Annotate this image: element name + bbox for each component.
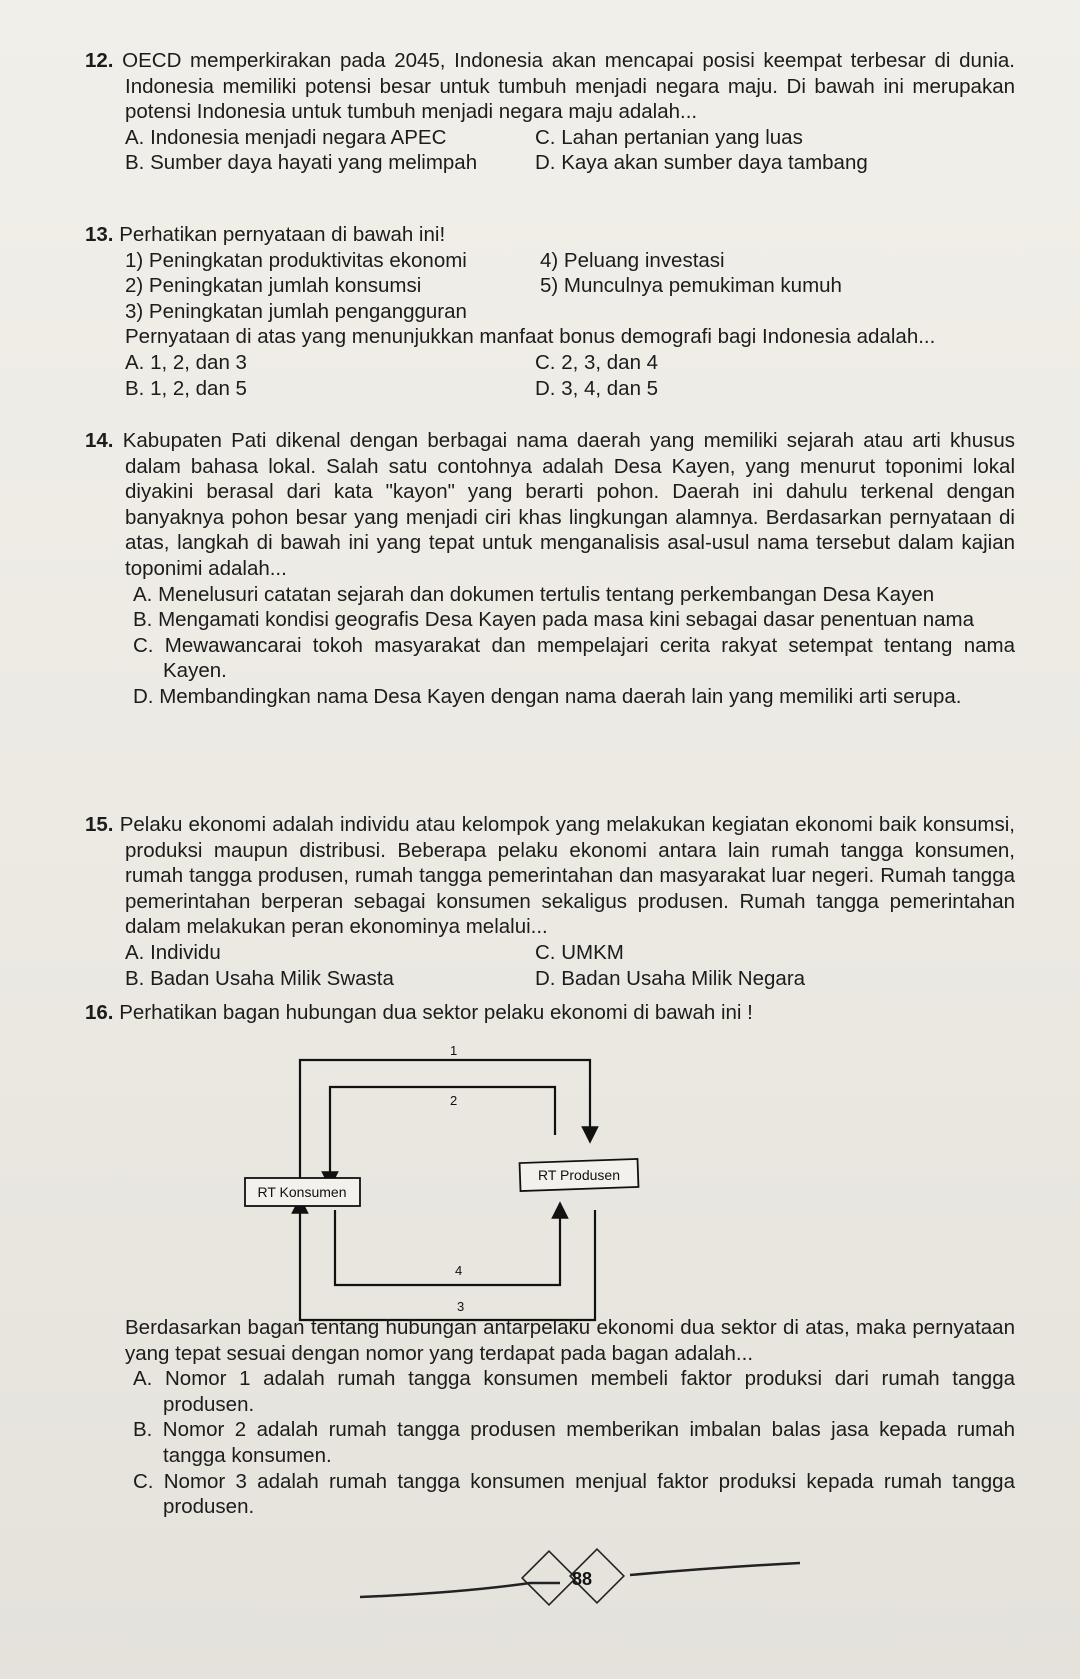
option-b: B. Mengamati kondisi geografis Desa Kayen pada masa kini sebagai dasar penentuan nama [133,608,975,632]
statement-1: 1) Peningkatan produktivitas ekonomi [125,248,467,272]
question-14 [85,428,1015,710]
question-prompt: Berdasarkan bagan tentang hubungan antarpelaku ekonomi dua sektor di atas, maka pernyataan yang tepat sesuai dengan nomor yang terdapat pada bagan adalah... [125,1316,1015,1365]
question-stem: Kabupaten Pati dikenal dengan berbagai nama daerah yang memiliki sejarah atau arti khusus dalam bahasa lokal. Salah satu contohnya adalah Desa Kayen, yang menurut toponimi lokal diyakini berasal dari kata "kayon" yang berarti pohon. Daerah ini dahulu terkenal dengan banyaknya pohon besar yang menjadi ciri khas lingkungan alamnya. Berdasarkan pernyataan di atas, langkah di bawah ini yang tepat untuk menganalisis asal-usul nama tersebut dalam kajian toponimi adalah... [122,429,1015,580]
statement-empty [540,299,1015,325]
question-16-continued [85,1315,1015,1520]
option-c: C. Mewawancarai tokoh masyarakat dan mempelajari cerita rakyat setempat tentang nama Kayen. [133,633,1015,683]
options-grid [85,940,1015,991]
option-a: A. 1, 2, dan 3 [125,350,247,374]
question-prompt: Pernyataan di atas yang menunjukkan manfaat bonus demografi bagi Indonesia adalah... [125,325,936,349]
question-13 [85,222,1015,401]
question-stem: Pelaku ekonomi adalah individu atau kelompok yang melakukan kegiatan ekonomi baik konsumsi, produksi maupun distribusi. Beberapa pelaku ekonomi antara lain rumah tangga konsumen, rumah tangga produsen, rumah tangga pemerintahan dan masyarakat luar negeri. Rumah tangga pemerintahan berperan sebagai konsumen sekaligus produsen. Rumah tangga pemerintahan dalam melakukan peran ekonominya melalui... [119,813,1015,939]
option-c: C. UMKM [535,940,624,964]
option-a: A. Nomor 1 adalah rumah tangga konsumen membeli faktor produksi dari rumah tangga produsen. [133,1367,1015,1416]
option-a: A. Menelusuri catatan sejarah dan dokumen tertulis tentang perkembangan Desa Kayen [133,582,935,606]
option-d: D. 3, 4, dan 5 [535,376,659,400]
question-16 [85,1000,1015,1026]
option-c: C. 2, 3, dan 4 [535,350,659,374]
options-grid [85,350,1015,401]
statement-list [85,248,1015,325]
question-stem: OECD memperkirakan pada 2045, Indonesia akan mencapai posisi keempat terbesar di dunia. Indonesia memiliki potensi besar untuk tumbuh menjadi negara maju. Di bawah ini merupakan potensi Indonesia untuk tumbuh menjadi negara maju adalah... [122,49,1015,124]
question-stem: Perhatikan bagan hubungan dua sektor pelaku ekonomi di bawah ini ! [119,1001,753,1024]
flow-label-1: 1 [450,1043,458,1058]
option-a: A. Individu [125,940,221,964]
footer-ornament [360,1545,820,1625]
page-number-footer [360,1545,820,1625]
flow-label-3: 3 [457,1299,465,1314]
statement-3: 3) Peningkatan jumlah pengangguran [125,299,467,323]
flow-label-2: 2 [450,1093,458,1108]
option-b: B. Nomor 2 adalah rumah tangga produsen memberikan imbalan balas jasa kepada rumah tangga konsumen. [133,1418,1015,1467]
options-grid [85,125,1015,176]
option-b: B. 1, 2, dan 5 [125,376,247,400]
question-15 [85,812,1015,991]
option-b: B. Badan Usaha Milik Swasta [125,966,394,990]
circular-flow-diagram [245,1045,665,1335]
flow-line-4 [335,1210,560,1285]
flow-label-4: 4 [455,1263,463,1278]
page-number: 88 [571,1569,593,1589]
option-b: B. Sumber daya hayati yang melimpah [125,151,478,175]
option-d: D. Badan Usaha Milik Negara [535,966,806,990]
rt-konsumen-label: RT Konsumen [257,1184,347,1200]
option-c: C. Nomor 3 adalah rumah tangga konsumen menjual faktor produksi kepada rumah tangga produsen. [133,1469,1015,1519]
statement-4: 4) Peluang investasi [540,248,725,272]
question-number: 14. [85,429,114,452]
question-12 [85,48,1015,176]
question-number: 15. [85,813,114,836]
option-d: D. Membandingkan nama Desa Kayen dengan nama daerah lain yang memiliki arti serupa. [133,684,962,708]
rt-produsen-label: RT Produsen [538,1167,620,1183]
flow-line-3 [300,1205,595,1320]
question-number: 13. [85,223,114,246]
statement-5: 5) Munculnya pemukiman kumuh [540,274,842,298]
option-c: C. Lahan pertanian yang luas [535,125,803,149]
statement-2: 2) Peningkatan jumlah konsumsi [125,274,422,298]
diagram-svg [245,1045,665,1335]
options-list [85,1366,1015,1520]
options-list [85,582,1015,710]
question-number: 16. [85,1001,114,1024]
question-stem: Perhatikan pernyataan di bawah ini! [119,223,446,246]
option-a: A. Indonesia menjadi negara APEC [125,125,447,149]
question-number: 12. [85,49,114,72]
option-d: D. Kaya akan sumber daya tambang [535,151,868,175]
